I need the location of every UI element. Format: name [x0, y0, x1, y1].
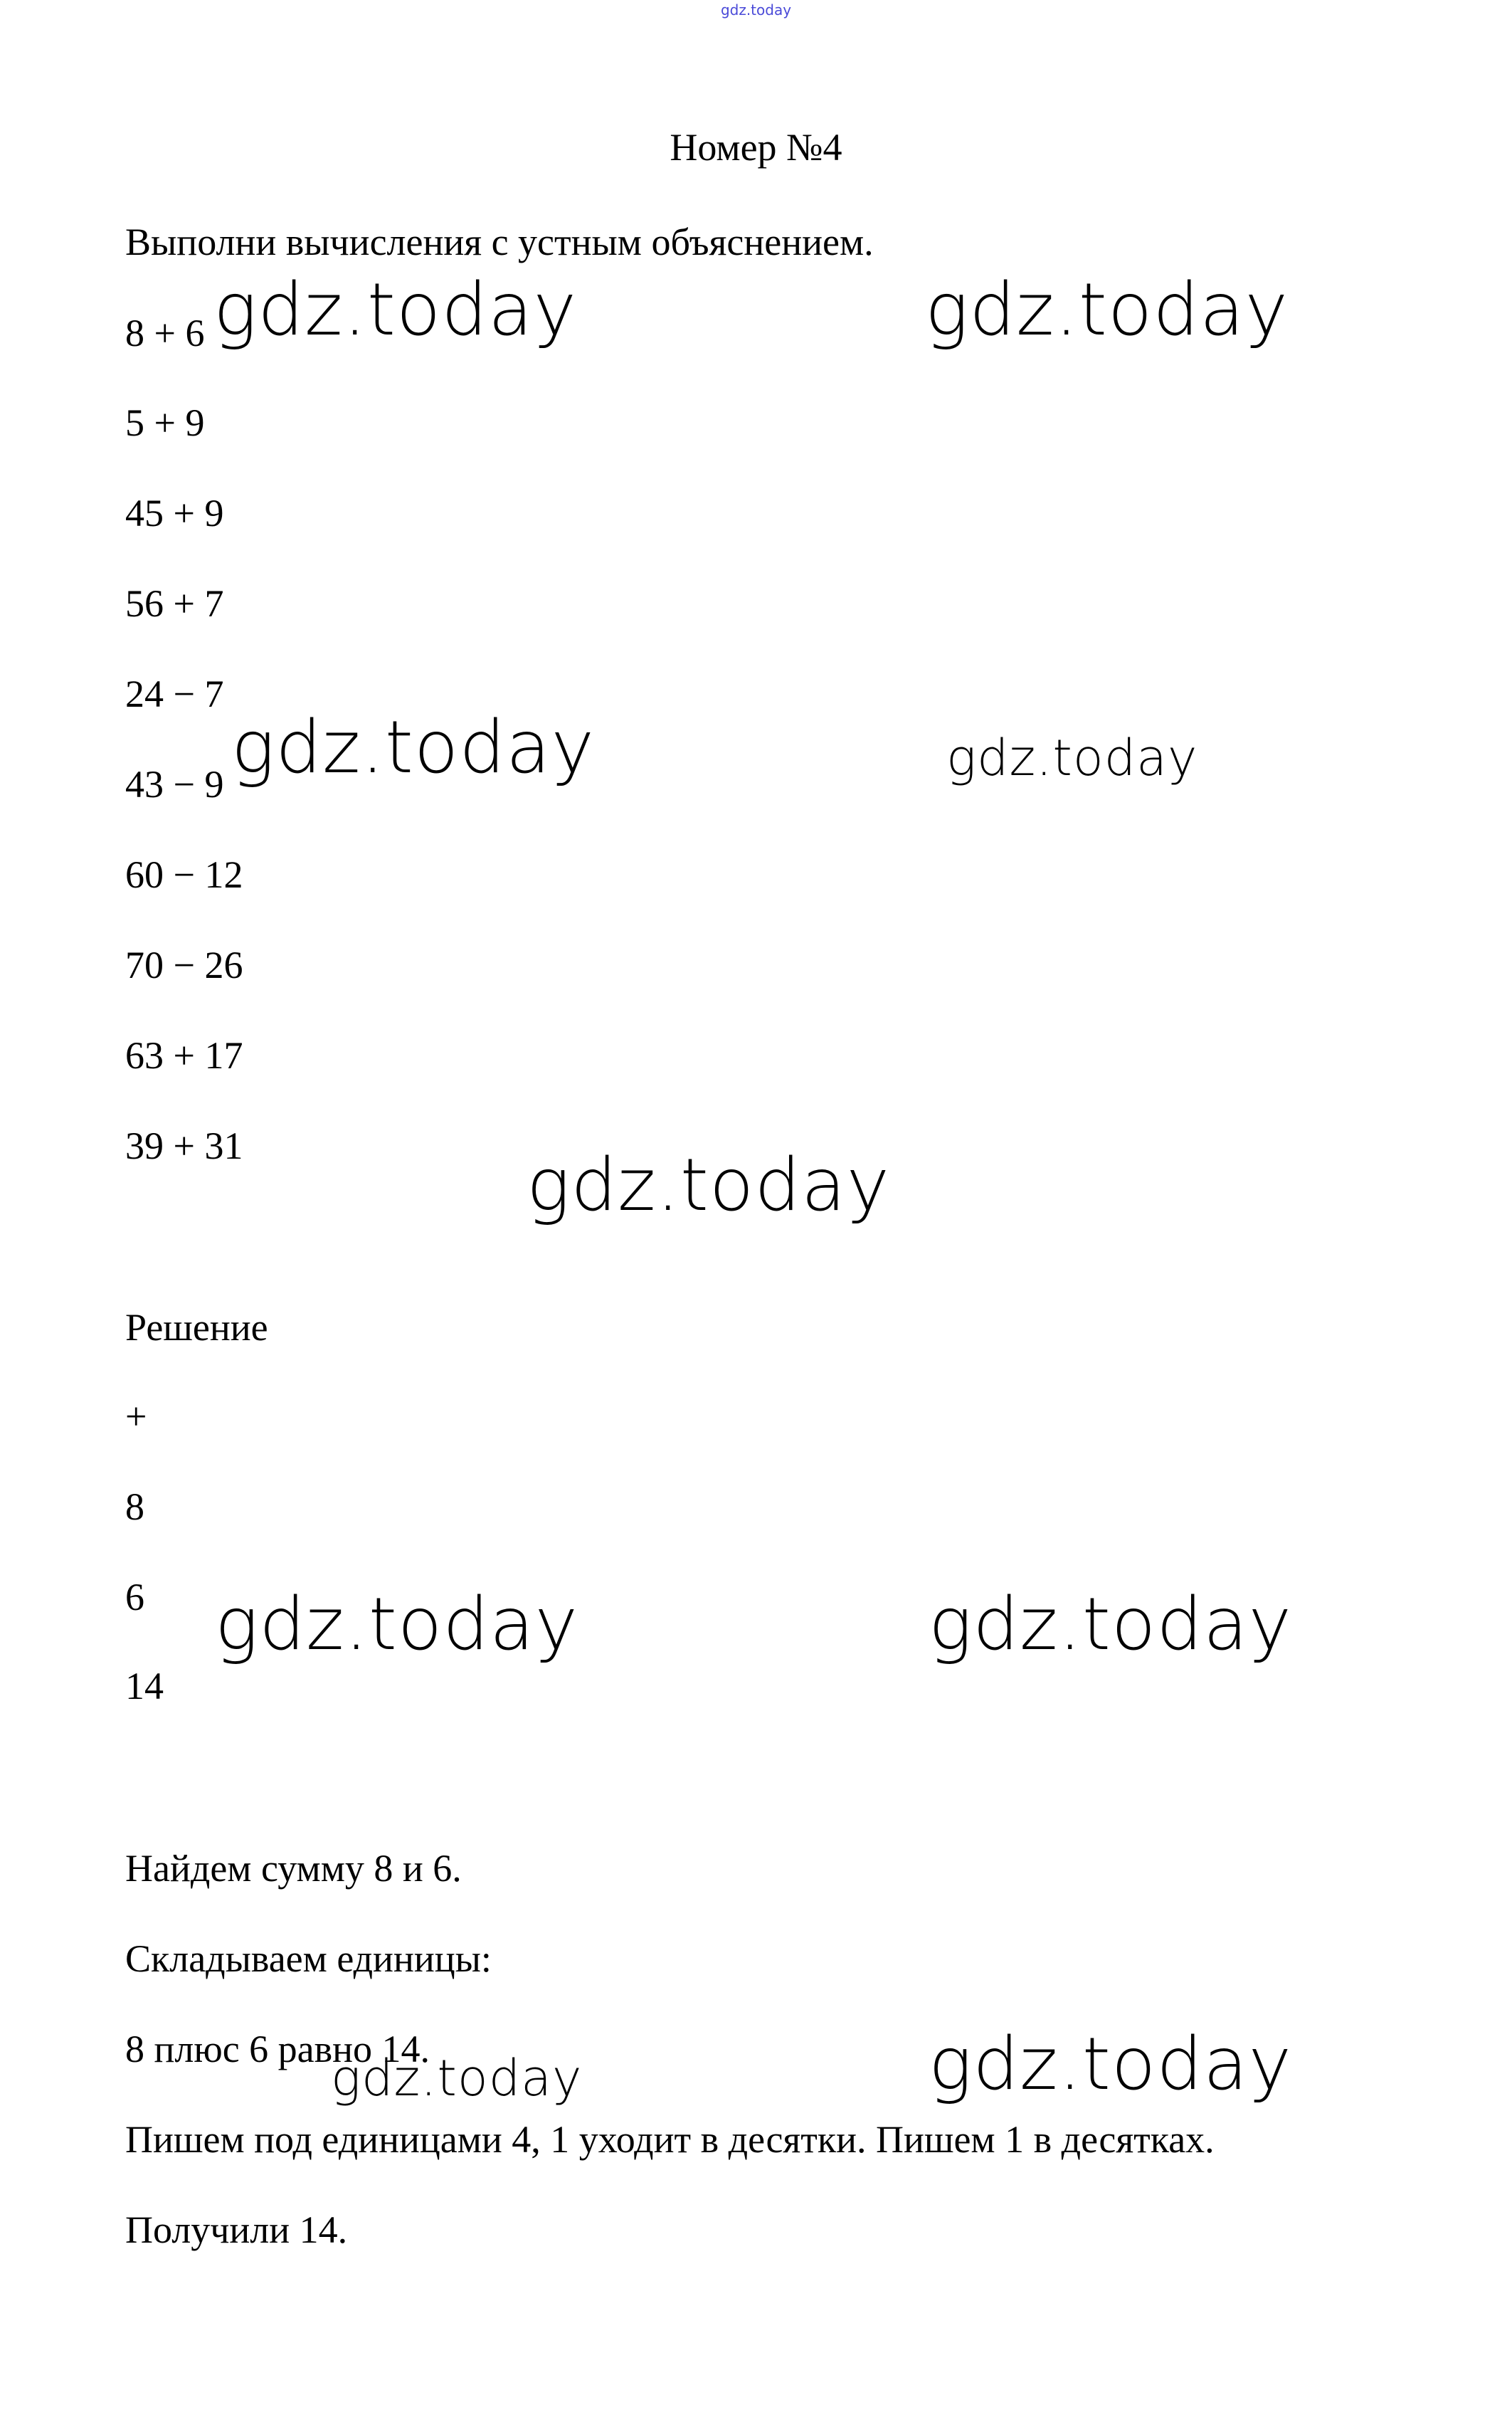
page-title: Номер №4	[670, 126, 842, 169]
expression-10: 39 + 31	[125, 1125, 243, 1167]
explanation-line-5: Получили 14.	[125, 2208, 348, 2251]
watermark: gdz.today	[527, 1143, 890, 1228]
column-operator: +	[125, 1395, 147, 1438]
expression-7: 60 − 12	[125, 853, 243, 896]
column-addend-1: 8	[125, 1485, 144, 1528]
expression-6: 43 − 9	[125, 763, 224, 806]
explanation-line-3: 8 плюс 6 равно 14.	[125, 2028, 430, 2070]
watermark: gdz.today	[929, 2022, 1292, 2107]
watermark: gdz.today	[925, 268, 1289, 352]
watermark: gdz.today	[331, 2049, 583, 2107]
expression-3: 45 + 9	[125, 492, 224, 535]
expression-2: 5 + 9	[125, 401, 205, 444]
solution-heading: Решение	[125, 1306, 268, 1349]
watermark: gdz.today	[946, 729, 1198, 787]
expression-4: 56 + 7	[125, 582, 224, 625]
column-sum: 14	[125, 1665, 164, 1707]
watermark: gdz.today	[231, 705, 595, 790]
expression-9: 63 + 17	[125, 1034, 243, 1077]
expression-5: 24 − 7	[125, 673, 224, 715]
explanation-line-1: Найдем сумму 8 и 6.	[125, 1847, 462, 1890]
expression-8: 70 − 26	[125, 944, 243, 986]
watermark: gdz.today	[213, 268, 577, 352]
column-addend-2: 6	[125, 1576, 144, 1618]
header-watermark: gdz.today	[720, 1, 792, 19]
watermark: gdz.today	[929, 1582, 1292, 1667]
watermark: gdz.today	[215, 1582, 578, 1667]
expression-1: 8 + 6	[125, 312, 205, 354]
explanation-line-2: Складываем единицы:	[125, 1937, 492, 1980]
explanation-line-4: Пишем под единицами 4, 1 уходит в десятки. Пишем 1 в десятках.	[125, 2118, 1215, 2161]
task-text: Выполни вычисления с устным объяснением.	[125, 221, 874, 263]
